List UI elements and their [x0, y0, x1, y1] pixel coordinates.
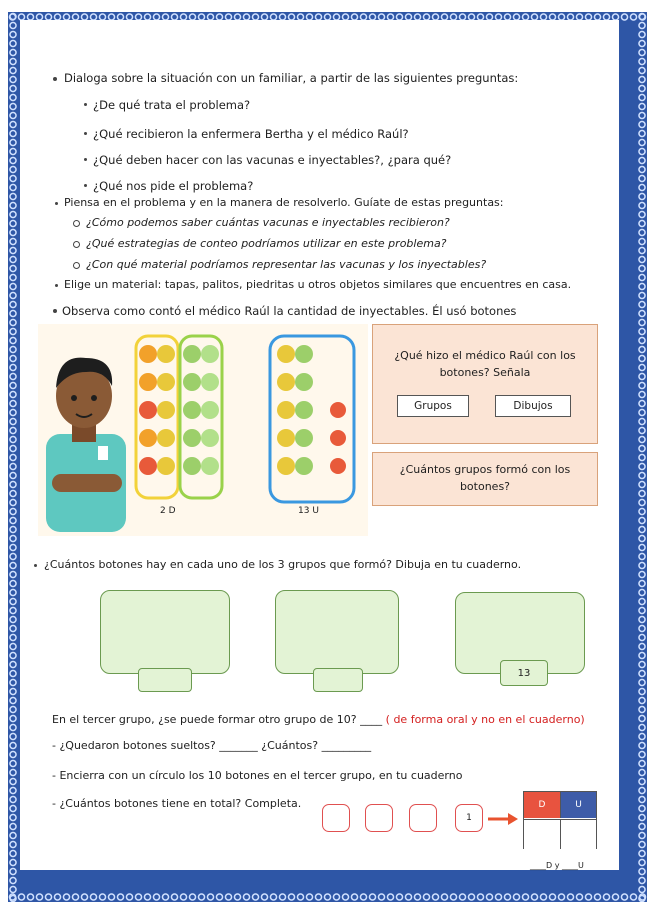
piensa-question-3: ¿Con qué material podríamos representar las vacunas y los inyectables?	[86, 258, 487, 271]
answer-box-1[interactable]	[322, 804, 350, 832]
elige-text: Elige un material: tapas, palitos, piedritas u otros objetos similares que encuentres en casa.	[64, 278, 572, 291]
groups-question: ¿Cuántos botones hay en cada uno de los 3 grupos que formó? Dibuja en tu cuaderno.	[44, 558, 522, 571]
question-1: ¿De qué trata el problema?	[93, 98, 251, 112]
label-13u: 13 U	[298, 506, 319, 516]
border-chain-right	[637, 12, 647, 902]
cuantos-text: ¿Cuántos?	[261, 739, 319, 752]
observa-text: Observa como contó el médico Raúl la cantidad de inyectables. Él usó botones	[62, 304, 517, 318]
option-dibujos[interactable]: Dibujos	[495, 395, 571, 417]
group-card-1-tab[interactable]	[138, 668, 192, 692]
bullet	[84, 184, 87, 187]
bullet	[84, 158, 87, 161]
tercer-grupo-text: En el tercer grupo, ¿se puede formar otro grupo de 10?	[52, 713, 357, 726]
bullet	[34, 564, 37, 567]
encierra-text: - Encierra con un círculo los 10 botones en el tercer grupo, en tu cuaderno	[52, 769, 463, 782]
border-chain-bottom	[8, 892, 647, 902]
side-question-2: ¿Cuántos grupos formó con los botones?	[399, 463, 571, 493]
option-grupos[interactable]: Grupos	[397, 395, 469, 417]
arrow-right-icon	[488, 812, 520, 826]
answer-box-2[interactable]	[365, 804, 393, 832]
du-footer: ____D y ____U	[530, 861, 584, 870]
tercer-grupo-blank[interactable]: ____	[360, 713, 383, 726]
group-card-3-tab[interactable]: 13	[500, 660, 548, 686]
answer-box-4[interactable]: 1	[455, 804, 483, 832]
sueltos-blank[interactable]: _______	[219, 739, 258, 752]
circle-bullet	[73, 220, 80, 227]
piensa-text: Piensa en el problema y en la manera de resolverlo. Guíate de estas preguntas:	[64, 196, 504, 209]
bullet	[55, 284, 58, 287]
doctor-figure	[46, 358, 126, 532]
border-chain-left	[8, 12, 18, 902]
bullet	[53, 77, 57, 81]
buttons-set	[139, 345, 346, 475]
sueltos-line	[52, 739, 371, 753]
group-card-2	[275, 590, 399, 674]
question-2: ¿Qué recibieron la enfermera Bertha y el médico Raúl?	[93, 127, 409, 141]
circle-bullet	[73, 241, 80, 248]
dialoga-text: Dialoga sobre la situación con un familiar, a partir de las siguientes preguntas:	[64, 71, 519, 85]
answer-box-3[interactable]	[409, 804, 437, 832]
piensa-question-1: ¿Cómo podemos saber cuántas vacunas e inyectables recibieron?	[86, 216, 450, 229]
group-card-2-tab[interactable]	[313, 668, 363, 692]
tercer-grupo-note: ( de forma oral y no en el cuaderno)	[385, 713, 585, 726]
piensa-question-2: ¿Qué estrategias de conteo podríamos utilizar en este problema?	[86, 237, 447, 250]
side-panel-top	[372, 324, 598, 444]
bullet	[53, 309, 57, 313]
total-question: - ¿Cuántos botones tiene en total? Completa.	[52, 797, 302, 810]
bullet	[55, 202, 58, 205]
side-panel-bottom	[372, 452, 598, 506]
du-cell-d[interactable]	[524, 819, 561, 849]
question-4: ¿Qué nos pide el problema?	[93, 179, 254, 193]
label-2d: 2 D	[160, 506, 176, 516]
cuantos-blank[interactable]: _________	[321, 739, 372, 752]
du-header-d: D	[524, 792, 561, 818]
du-header-u: U	[561, 792, 596, 818]
tercer-grupo-line	[52, 713, 585, 727]
bullet	[84, 132, 87, 135]
question-3: ¿Qué deben hacer con las vacunas e inyectables?, ¿para qué?	[93, 153, 452, 167]
du-cell-u[interactable]	[561, 819, 596, 849]
group-card-1	[100, 590, 230, 674]
sueltos-text: - ¿Quedaron botones sueltos?	[52, 739, 216, 752]
bullet	[84, 103, 87, 106]
du-table	[523, 791, 597, 849]
doctor-buttons-illustration	[38, 324, 368, 536]
circle-bullet	[73, 262, 80, 269]
side-question-1: ¿Qué hizo el médico Raúl con los botones? Señala	[394, 349, 576, 379]
